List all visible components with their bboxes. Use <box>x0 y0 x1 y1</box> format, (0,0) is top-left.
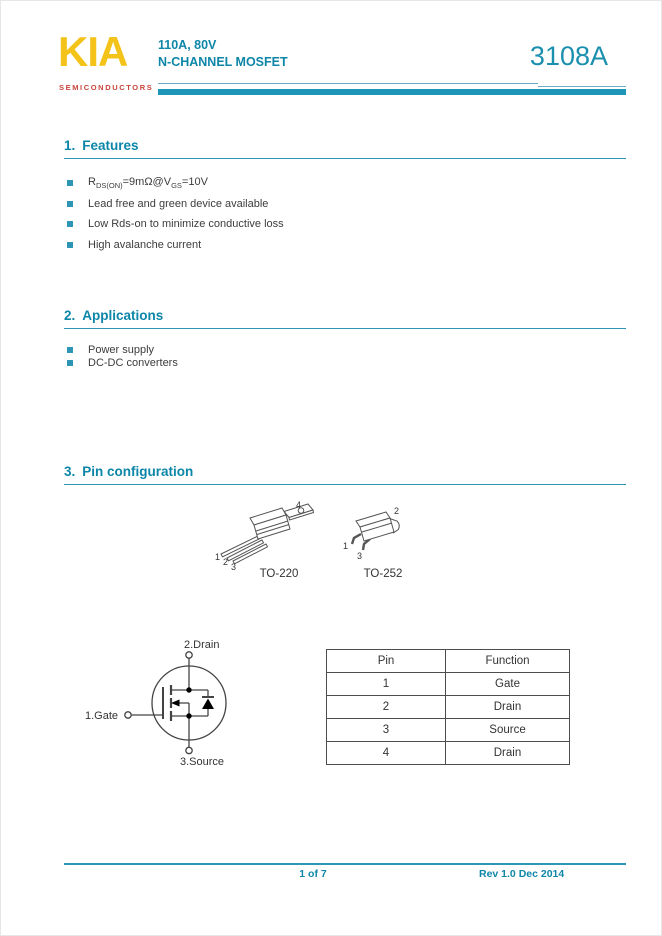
rds-end: =10V <box>181 176 208 189</box>
pin-number-label: 2 <box>223 557 229 567</box>
table-cell-function: Source <box>446 719 570 742</box>
package-drawings <box>196 498 426 583</box>
section-pinconfig-heading <box>64 464 626 485</box>
table-cell-pin: 3 <box>327 719 446 742</box>
table-cell-function: Drain <box>446 696 570 719</box>
table-header-row <box>327 650 570 673</box>
pin-number-label: 3 <box>357 551 363 561</box>
features-list <box>67 173 284 255</box>
table-row <box>327 742 570 765</box>
table-cell-pin: 1 <box>327 673 446 696</box>
table-cell-pin: 2 <box>327 696 446 719</box>
section-number: 1. <box>64 138 76 153</box>
feature-item <box>67 214 284 235</box>
application-item <box>67 356 178 369</box>
pin-number-label: 1 <box>343 541 349 551</box>
applications-list <box>67 343 178 369</box>
table-cell-function: Drain <box>446 742 570 765</box>
package-figure-to220-icon <box>221 504 314 564</box>
brand-logo-text: KIA <box>58 28 128 75</box>
page-number: 1 of 7 <box>299 868 327 880</box>
table-cell-pin: 4 <box>327 742 446 765</box>
gate-label: 1.Gate <box>85 710 119 722</box>
table-row <box>327 719 570 742</box>
pin-number-label: 2 <box>394 506 400 516</box>
source-label: 3.Source <box>180 756 225 768</box>
rds-mid: =9mΩ@V <box>122 176 172 189</box>
drain-label: 2.Drain <box>184 639 220 651</box>
table-row <box>327 673 570 696</box>
feature-item <box>67 235 284 256</box>
feature-item-label: Low Rds-on to minimize conductive loss <box>88 218 284 231</box>
mosfet-symbol-icon <box>81 629 301 774</box>
rds-sub2: GS <box>171 181 182 191</box>
feature-item <box>67 194 284 215</box>
header-rule-thin-right <box>538 86 626 87</box>
table-header-cell: Pin <box>327 650 446 673</box>
application-item-label: DC-DC converters <box>88 356 178 369</box>
table-cell-function: Gate <box>446 673 570 696</box>
section-number: 2. <box>64 308 76 323</box>
package-figure-to252-icon <box>352 512 399 550</box>
bullet-square-icon <box>67 242 73 248</box>
brand-logo <box>58 28 128 75</box>
header-rating: 110A, 80V <box>158 38 217 52</box>
section-title: Applications <box>82 308 164 323</box>
feature-item <box>67 173 284 194</box>
revision-label: Rev 1.0 Dec 2014 <box>479 868 565 880</box>
section-number: 3. <box>64 464 76 479</box>
feature-item-label: High avalanche current <box>88 238 202 251</box>
section-features-heading <box>64 138 626 159</box>
pin-function-table <box>326 649 570 765</box>
package-label: TO-252 <box>363 568 403 580</box>
bullet-square-icon <box>67 201 73 207</box>
table-row <box>327 696 570 719</box>
bullet-square-icon <box>67 360 73 366</box>
header-rule-thick <box>158 89 626 95</box>
pin-number-label: 3 <box>231 562 237 572</box>
section-title: Pin configuration <box>82 464 194 479</box>
bullet-square-icon <box>67 221 73 227</box>
bullet-square-icon <box>67 180 73 186</box>
header-device-type: N-CHANNEL MOSFET <box>158 55 288 69</box>
bullet-square-icon <box>67 347 73 353</box>
rds-sub1: DS(ON) <box>95 181 123 191</box>
package-label: TO-220 <box>259 568 299 580</box>
feature-item-label: Lead free and green device available <box>88 197 269 210</box>
part-number: 3108A <box>529 41 608 71</box>
feature-item-label <box>88 176 208 190</box>
section-title: Features <box>82 138 139 153</box>
header-rule-thin-left <box>158 83 538 84</box>
rds-base: R <box>88 176 96 189</box>
application-item-label: Power supply <box>88 343 155 356</box>
table-header-cell: Function <box>446 650 570 673</box>
footer-rule <box>64 863 626 865</box>
pin-number-label: 4 <box>296 500 302 510</box>
section-applications-heading <box>64 308 626 329</box>
application-item <box>67 343 178 356</box>
pin-number-label: 1 <box>215 552 221 562</box>
brand-logo-subtext: SEMICONDUCTORS <box>59 83 154 92</box>
